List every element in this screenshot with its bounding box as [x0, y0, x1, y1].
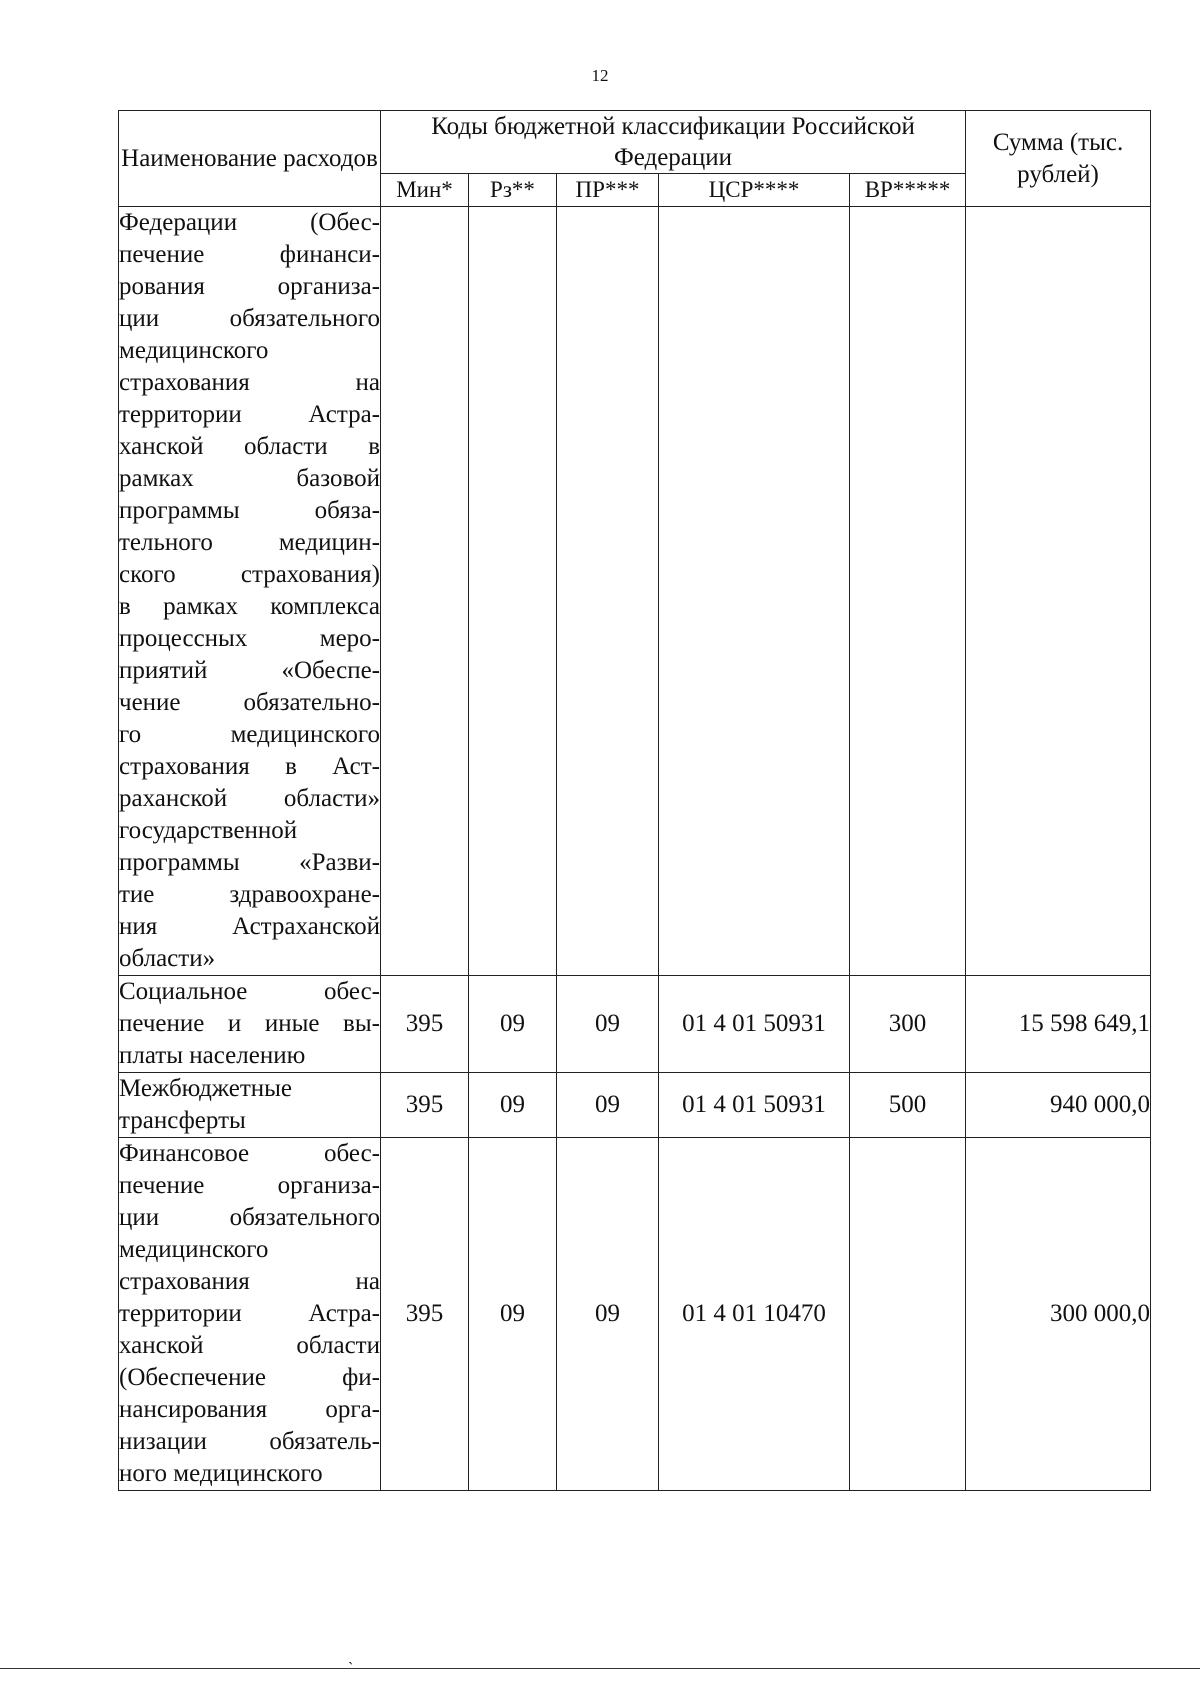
bottom-rule	[0, 1668, 1200, 1669]
expense-name-line: ции обязательного	[119, 305, 380, 332]
expense-name-line: Социальное обес-	[119, 978, 380, 1005]
expense-name-line: государственной	[119, 817, 298, 844]
expense-name-line: Финансовое обес-	[119, 1140, 380, 1167]
expense-name-line: рования организа-	[119, 273, 380, 300]
csr-code-cell: 01 4 01 50931	[659, 976, 850, 1073]
header-min: Мин*	[381, 174, 469, 207]
expense-name-line: ханской области в	[119, 433, 380, 460]
expense-name-line: низации обязатель-	[119, 1428, 380, 1455]
sum-cell: 15 598 649,1	[966, 976, 1151, 1073]
header-budget-codes: Коды бюджетной классификации Российской Федерации	[381, 111, 966, 174]
rz-code-cell	[469, 207, 557, 976]
header-sum: Сумма (тыс. рублей)	[966, 111, 1151, 207]
expense-name-cell	[119, 1073, 381, 1138]
vr-code-cell: 500	[850, 1073, 966, 1138]
expense-name-cell	[119, 976, 381, 1073]
rz-code-cell: 09	[469, 1073, 557, 1138]
vr-code-cell: 300	[850, 976, 966, 1073]
expense-name-line: области»	[119, 945, 216, 972]
page-number: 12	[591, 66, 609, 85]
expense-name-line: ния Астраханской	[119, 913, 380, 940]
expense-name-line: тие здравоохране-	[119, 881, 380, 908]
header-csr: ЦСР****	[659, 174, 850, 207]
vr-code-cell	[850, 1138, 966, 1491]
expense-name-line: го медицинского	[119, 721, 380, 748]
csr-code-cell	[659, 207, 850, 976]
expense-name-line: территории Астра-	[119, 401, 380, 428]
expense-name-line: Межбюджетные	[119, 1075, 293, 1102]
sum-cell: 300 000,0	[966, 1138, 1151, 1491]
budget-expenditure-table	[118, 110, 1151, 1491]
expense-name-line: трансферты	[119, 1107, 246, 1134]
expense-name-line: территории Астра-	[119, 1300, 380, 1327]
expense-name-line: (Обеспечение фи-	[119, 1364, 380, 1391]
expense-name-line: ского страхования)	[119, 561, 380, 588]
expense-name-line: печение финанси-	[119, 241, 380, 268]
expense-name-line: печение организа-	[119, 1172, 380, 1199]
expense-name-line: страхования на	[119, 369, 380, 396]
expense-name-line: печение и иные вы-	[119, 1010, 380, 1037]
expense-name-line: в рамках комплекса	[119, 593, 380, 620]
vr-code-cell	[850, 207, 966, 976]
expense-name-line: тельного медицин-	[119, 529, 380, 556]
expense-name-line: Федерации (Обес-	[119, 209, 380, 236]
min-code-cell: 395	[381, 976, 469, 1073]
expense-name-line: медицинского	[119, 337, 269, 364]
pr-code-cell: 09	[557, 976, 659, 1073]
expense-name-line: страхования в Аст-	[119, 753, 380, 780]
table-row	[119, 1073, 1151, 1138]
expense-name-line: ханской области	[119, 1332, 380, 1359]
expense-name-line: ции обязательного	[119, 1204, 380, 1231]
header-row	[119, 111, 1151, 174]
expense-name-line: чение обязательно-	[119, 689, 380, 716]
pr-code-cell	[557, 207, 659, 976]
scan-mark: ˎ	[348, 1648, 354, 1665]
header-vr: ВР*****	[850, 174, 966, 207]
expense-name-line: медицинского	[119, 1236, 269, 1263]
table-row	[119, 207, 1151, 976]
expense-name-line: страхования на	[119, 1268, 380, 1295]
rz-code-cell: 09	[469, 976, 557, 1073]
expense-name-line: программы «Разви-	[119, 849, 380, 876]
expense-name-line: платы населению	[119, 1042, 306, 1069]
csr-code-cell: 01 4 01 10470	[659, 1138, 850, 1491]
header-expense-name: Наименование расходов	[119, 111, 381, 207]
expense-name-cell	[119, 207, 381, 976]
min-code-cell: 395	[381, 1138, 469, 1491]
csr-code-cell: 01 4 01 50931	[659, 1073, 850, 1138]
expense-name-line: приятий «Обеспе-	[119, 657, 380, 684]
pr-code-cell: 09	[557, 1073, 659, 1138]
header-rz: Рз**	[469, 174, 557, 207]
table-body	[119, 207, 1151, 1491]
min-code-cell: 395	[381, 1073, 469, 1138]
table-row	[119, 976, 1151, 1073]
min-code-cell	[381, 207, 469, 976]
expense-name-line: процессных меро-	[119, 625, 380, 652]
expense-name-line: рамках базовой	[119, 465, 380, 492]
expense-name-cell	[119, 1138, 381, 1491]
expense-name-line: раханской области»	[119, 785, 380, 812]
table-row	[119, 1138, 1151, 1491]
expense-name-line: ного медицинского	[119, 1460, 323, 1487]
rz-code-cell: 09	[469, 1138, 557, 1491]
pr-code-cell: 09	[557, 1138, 659, 1491]
expense-name-line: программы обяза-	[119, 497, 380, 524]
sum-cell: 940 000,0	[966, 1073, 1151, 1138]
expense-name-line: нансирования орга-	[119, 1396, 380, 1423]
sum-cell	[966, 207, 1151, 976]
header-pr: ПР***	[557, 174, 659, 207]
